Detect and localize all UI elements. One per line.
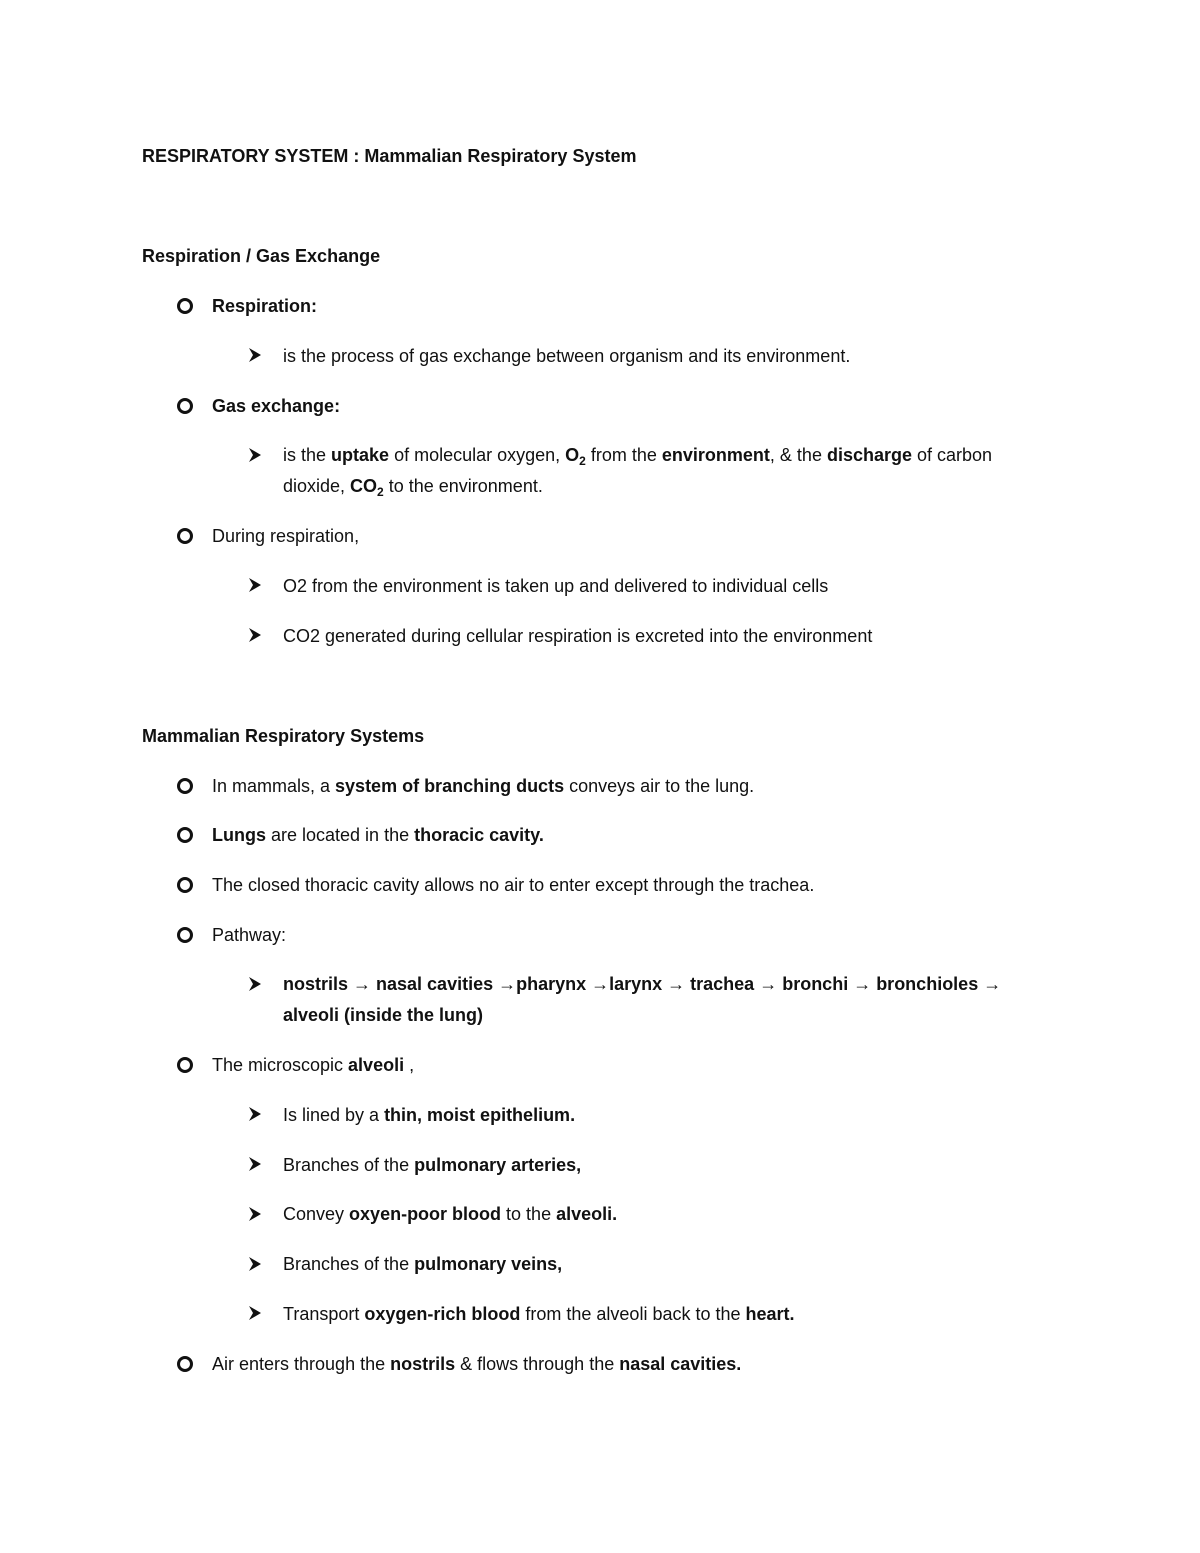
- pathway-line: nostrils → nasal cavities →pharynx →larynx → trachea → bronchi → bronchioles →: [283, 974, 1002, 994]
- circle-bullet-icon: [177, 1057, 193, 1073]
- circle-bullet-icon: [177, 927, 193, 943]
- arrowhead-bullet-icon: [248, 627, 262, 643]
- branching-ducts-item: In mammals, a system of branching ducts conveys air to the lung.: [212, 776, 755, 796]
- pathway-line: alveoli (inside the lung): [283, 1005, 484, 1025]
- circle-bullet-icon: [177, 778, 193, 794]
- arrowhead-bullet-icon: [248, 976, 262, 992]
- lungs-location-item: Lungs are located in the thoracic cavity.: [212, 825, 544, 845]
- gas-exchange-definition-line2: dioxide, $CO_2$ to the environment.: [283, 476, 543, 499]
- alveoli-subitem: Convey oxyen-poor blood to the alveoli.: [283, 1204, 618, 1224]
- section-heading-mammalian: Mammalian Respiratory Systems: [142, 726, 425, 746]
- air-entry-item: Air enters through the nostrils & flows through the nasal cavities.: [212, 1354, 742, 1374]
- arrowhead-bullet-icon: [248, 1256, 262, 1272]
- thoracic-cavity-item: The closed thoracic cavity allows no air to enter except through the trachea.: [212, 875, 815, 895]
- respiration-label: Respiration:: [212, 296, 318, 316]
- arrowhead-bullet-icon: [248, 1206, 262, 1222]
- circle-bullet-icon: [177, 877, 193, 893]
- alveoli-subitem: Branches of the pulmonary veins,: [283, 1254, 563, 1274]
- during-item: CO2 generated during cellular respiration is excreted into the environment: [283, 626, 873, 646]
- alveoli-item: The microscopic alveoli ,: [212, 1055, 415, 1075]
- gas-exchange-label: Gas exchange:: [212, 396, 341, 416]
- circle-bullet-icon: [177, 1356, 193, 1372]
- arrowhead-bullet-icon: [248, 577, 262, 593]
- circle-bullet-icon: [177, 827, 193, 843]
- arrowhead-bullet-icon: [248, 447, 262, 463]
- circle-bullet-icon: [177, 398, 193, 414]
- arrowhead-bullet-icon: [248, 1156, 262, 1172]
- alveoli-subitem: Transport oxygen-rich blood from the alveoli back to the heart.: [283, 1304, 795, 1324]
- during-item: O2 from the environment is taken up and delivered to individual cells: [283, 576, 829, 596]
- arrowhead-bullet-icon: [248, 1106, 262, 1122]
- arrowhead-bullet-icon: [248, 347, 262, 363]
- during-respiration-label: During respiration,: [212, 526, 360, 546]
- gas-exchange-definition-line1: is the uptake of molecular oxygen, $O_2$ from the environment, & the discharge of carbon: [283, 445, 993, 468]
- document-title: RESPIRATORY SYSTEM : Mammalian Respiratory System: [142, 146, 637, 166]
- alveoli-subitem: Branches of the pulmonary arteries,: [283, 1155, 582, 1175]
- alveoli-subitem: Is lined by a thin, moist epithelium.: [283, 1105, 576, 1125]
- circle-bullet-icon: [177, 528, 193, 544]
- arrowhead-bullet-icon: [248, 1305, 262, 1321]
- section-heading-respiration: Respiration / Gas Exchange: [142, 246, 381, 266]
- pathway-label: Pathway:: [212, 925, 287, 945]
- circle-bullet-icon: [177, 298, 193, 314]
- respiration-definition: is the process of gas exchange between organism and its environment.: [283, 346, 851, 366]
